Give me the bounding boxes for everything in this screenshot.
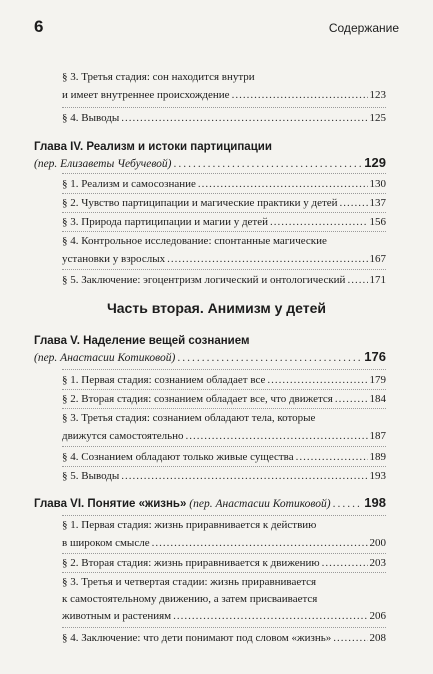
leader-dots [333, 631, 367, 646]
page-ref: 179 [369, 374, 386, 386]
toc-entry[interactable] [62, 469, 386, 484]
toc-entry[interactable] [62, 234, 386, 267]
leader-dots [167, 252, 367, 267]
page-ref: 193 [369, 470, 386, 482]
entry-text: § 1. Реализм и самосознание [62, 178, 196, 190]
toc-entry[interactable] [62, 373, 386, 388]
entry-text: § 4. Контрольное исследование: спонтанные магические [62, 235, 327, 247]
leader-dots [177, 350, 362, 366]
entry-text: § 3. Третья стадия: сон находится внутри [62, 71, 255, 83]
leader-dots [173, 609, 367, 624]
divider [62, 193, 386, 194]
entry-text: § 4. Выводы [62, 112, 120, 124]
chapter-translator: (пер. Анастасии Котиковой) [189, 498, 331, 510]
divider [62, 408, 386, 409]
toc-entry[interactable] [62, 518, 386, 551]
toc-entry[interactable] [62, 177, 386, 192]
page-ref: 167 [369, 253, 386, 265]
entry-text: § 5. Заключение: эгоцентризм логический и онтологический [62, 274, 346, 286]
entry-text: § 2. Вторая стадия: жизнь приравнивается к движению [62, 557, 320, 569]
divider [62, 553, 386, 554]
leader-dots [267, 373, 367, 388]
toc-entry[interactable] [62, 575, 386, 624]
toc-entry[interactable] [62, 450, 386, 465]
chapter-title: Глава VI. Понятие «жизнь» [34, 498, 187, 510]
toc-entry[interactable] [62, 196, 386, 211]
chapter-title: Глава IV. Реализм и истоки партиципации [34, 141, 272, 153]
divider [62, 231, 386, 232]
toc-entry[interactable] [62, 556, 386, 571]
part-title: Часть вторая. Анимизм у детей [106, 300, 327, 316]
entry-text: § 3. Третья стадия: сознанием обладают тела, которые [62, 412, 316, 424]
entry-text: установки у взрослых [62, 253, 166, 265]
divider [62, 515, 386, 516]
leader-dots [198, 177, 368, 192]
page-ref: 206 [369, 610, 386, 622]
page-ref: 171 [369, 274, 386, 286]
chapter-heading[interactable] [34, 333, 386, 366]
leader-dots [347, 273, 367, 288]
chapter-heading[interactable] [34, 139, 386, 172]
chapter-translator: (пер. Анастасии Котиковой) [34, 352, 176, 364]
divider [62, 269, 386, 270]
divider [62, 572, 386, 573]
leader-dots [232, 88, 368, 103]
leader-dots [322, 556, 368, 571]
leader-dots [174, 156, 363, 172]
leader-dots [121, 469, 367, 484]
leader-dots [296, 450, 368, 465]
toc-entry[interactable] [62, 392, 386, 407]
entry-text: движутся самостоятельно [62, 430, 184, 442]
page-ref: 184 [369, 393, 386, 405]
toc-entry[interactable] [62, 215, 386, 230]
toc-entry[interactable] [62, 273, 386, 288]
leader-dots [335, 392, 368, 407]
entry-text: и имеет внутреннее происхождение [62, 89, 230, 101]
page-ref: 129 [364, 155, 386, 170]
entry-text: § 5. Выводы [62, 470, 120, 482]
page-ref: 176 [364, 349, 386, 364]
divider [62, 107, 386, 108]
leader-dots [121, 111, 367, 126]
running-title: Содержание [328, 21, 399, 35]
page-ref: 187 [369, 430, 386, 442]
page-ref: 130 [369, 178, 386, 190]
entry-text: § 1. Первая стадия: сознанием обладает все [62, 374, 266, 386]
divider [62, 466, 386, 467]
entry-text: § 3. Природа партиципации и магии у детей [62, 216, 269, 228]
entry-text: § 4. Сознанием обладают только живые существа [62, 451, 294, 463]
entry-text: § 4. Заключение: что дети понимают под словом «жизнь» [62, 632, 332, 644]
divider [62, 212, 386, 213]
toc-entry[interactable] [62, 111, 386, 126]
divider [62, 627, 386, 628]
leader-dots [270, 215, 367, 230]
toc-entry[interactable] [62, 411, 386, 444]
chapter-translator: (пер. Елизаветы Чебучевой) [34, 158, 172, 170]
divider [62, 446, 386, 447]
entry-text: § 1. Первая стадия: жизнь приравнивается к действию [62, 519, 317, 531]
page-ref: 123 [369, 89, 386, 101]
entry-text: в широком смысле [62, 537, 150, 549]
toc-entry[interactable] [62, 70, 386, 103]
page-ref: 156 [369, 216, 386, 228]
chapter-heading[interactable] [34, 495, 386, 512]
entry-text: животным и растениям [62, 610, 172, 622]
divider [62, 173, 386, 174]
divider [62, 389, 386, 390]
page-ref: 189 [369, 451, 386, 463]
page-ref: 125 [369, 112, 386, 124]
entry-text: § 3. Третья и четвертая стадии: жизнь приравнивается [62, 576, 317, 588]
divider [62, 369, 386, 370]
chapter-title: Глава V. Наделение вещей сознанием [34, 335, 250, 347]
page-ref: 203 [369, 557, 386, 569]
leader-dots [340, 196, 368, 211]
leader-dots [152, 536, 368, 551]
leader-dots [333, 496, 363, 512]
entry-text: § 2. Вторая стадия: сознанием обладает все, что движется [62, 393, 333, 405]
page-ref: 198 [364, 495, 386, 510]
leader-dots [186, 429, 368, 444]
entry-text: § 2. Чувство партиципации и магические практики у детей [62, 197, 338, 209]
page-number: 6 [34, 17, 44, 36]
page-ref: 137 [369, 197, 386, 209]
page-ref: 208 [369, 632, 386, 644]
page-ref: 200 [369, 537, 386, 549]
toc-entry[interactable] [62, 631, 386, 646]
entry-text: к самостоятельному движению, а затем присваивается [62, 593, 318, 605]
